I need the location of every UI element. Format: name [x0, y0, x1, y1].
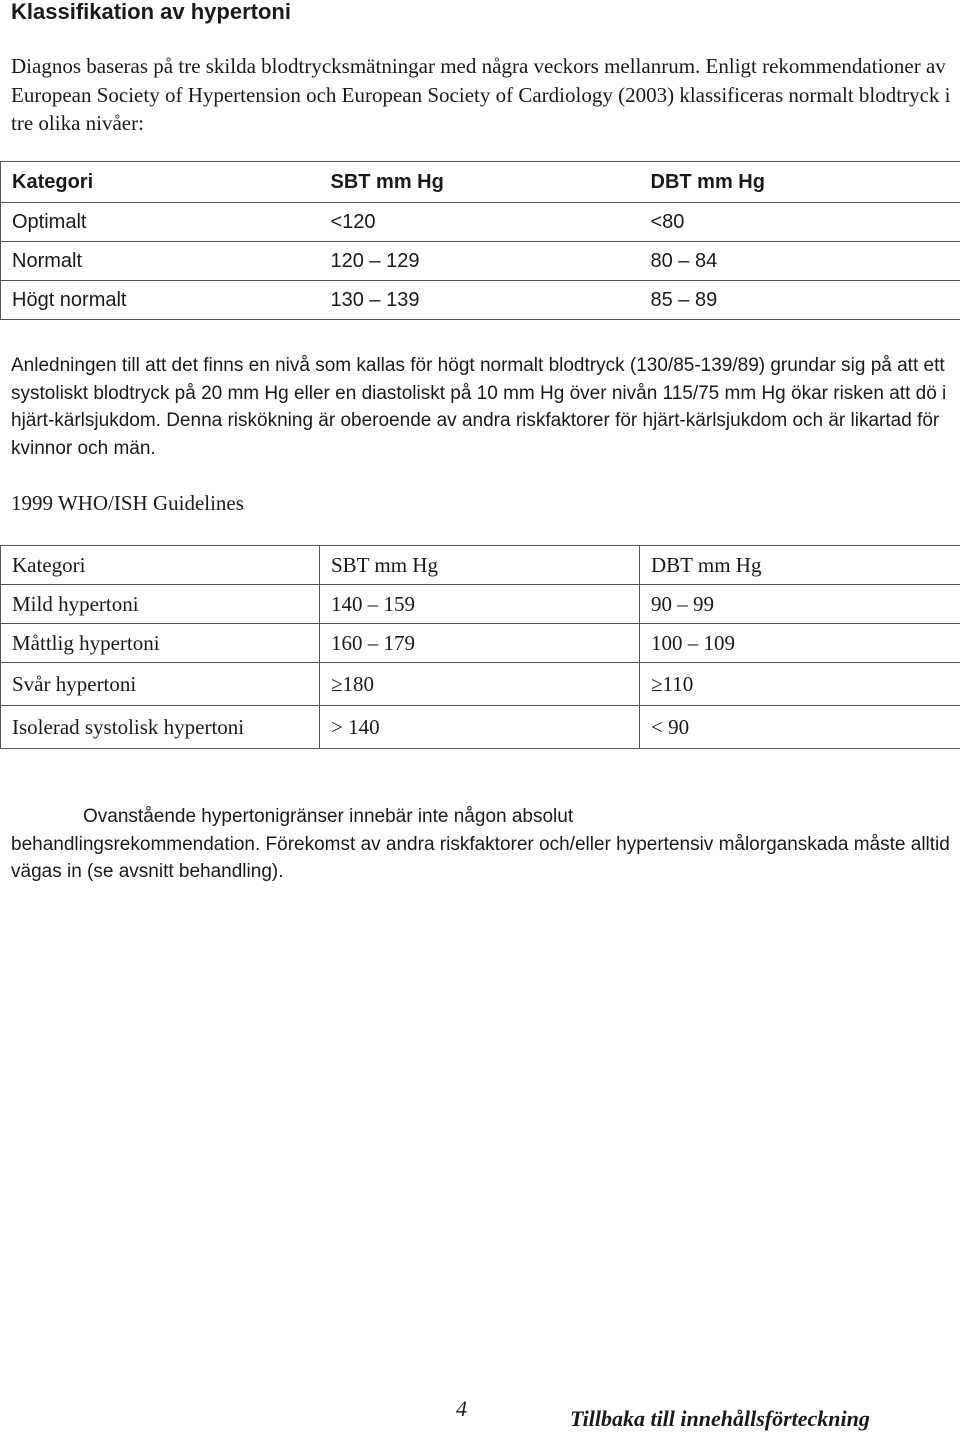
cell-sbt: 160 – 179 — [320, 624, 640, 663]
table-row — [1, 624, 960, 663]
page-heading: Klassifikation av hypertoni — [11, 0, 291, 24]
cell-dbt: ≥110 — [640, 663, 960, 706]
cell-sbt: <120 — [320, 203, 640, 242]
table-row — [1, 706, 960, 749]
classification-table — [0, 161, 960, 320]
table-header-row — [1, 546, 960, 585]
header-category: Kategori — [1, 162, 320, 203]
table-row — [1, 242, 960, 281]
header-category: Kategori — [1, 546, 320, 585]
table-header-row — [1, 162, 960, 203]
table-row — [1, 281, 960, 320]
closing-paragraph — [11, 803, 951, 886]
header-dbt: DBT mm Hg — [640, 162, 960, 203]
cell-sbt: > 140 — [320, 706, 640, 749]
header-sbt: SBT mm Hg — [320, 162, 640, 203]
intro-paragraph: Diagnos baseras på tre skilda blodtrycksmätningar med några veckors mellanrum. Enligt rekommendationer av European Society of Hypertension och European Society of Cardiology (2003) klassificeras normalt blodtryck i tre olika nivåer: — [11, 54, 951, 135]
cell-dbt: <80 — [640, 203, 960, 242]
cell-sbt: 120 – 129 — [320, 242, 640, 281]
cell-sbt: 130 – 139 — [320, 281, 640, 320]
cell-category: Högt normalt — [1, 281, 320, 320]
guidelines-title: 1999 WHO/ISH Guidelines — [11, 491, 244, 515]
table-row — [1, 663, 960, 706]
table-row — [1, 203, 960, 242]
cell-dbt: 80 – 84 — [640, 242, 960, 281]
cell-dbt: < 90 — [640, 706, 960, 749]
header-sbt: SBT mm Hg — [320, 546, 640, 585]
back-to-toc-link[interactable]: Tillbaka till innehållsförteckning — [570, 1406, 870, 1431]
cell-category: Mild hypertoni — [1, 585, 320, 624]
cell-sbt: 140 – 159 — [320, 585, 640, 624]
who-ish-table — [0, 545, 960, 749]
cell-sbt: ≥180 — [320, 663, 640, 706]
cell-category: Svår hypertoni — [1, 663, 320, 706]
closing-rest: behandlingsrekommendation. Förekomst av andra riskfaktorer och/eller hypertensiv målorganskada måste alltid vägas in (se avsnitt behandling). — [11, 833, 950, 882]
cell-category: Optimalt — [1, 203, 320, 242]
cell-dbt: 85 – 89 — [640, 281, 960, 320]
cell-category: Isolerad systolisk hypertoni — [1, 706, 320, 749]
cell-category: Normalt — [1, 242, 320, 281]
page-number: 4 — [456, 1396, 467, 1421]
header-dbt: DBT mm Hg — [640, 546, 960, 585]
closing-first-line: Ovanstående hypertonigränser innebär inte någon absolut — [83, 806, 574, 827]
cell-category: Måttlig hypertoni — [1, 624, 320, 663]
table-row — [1, 585, 960, 624]
cell-dbt: 90 – 99 — [640, 585, 960, 624]
cell-dbt: 100 – 109 — [640, 624, 960, 663]
explanation-paragraph: Anledningen till att det finns en nivå som kallas för högt normalt blodtryck (130/85-139/89) grundar sig på att ett systoliskt blodtryck på 20 mm Hg eller en diastoliskt på 10 mm Hg över nivån 115/75 mm Hg ökar risken att dö i hjärt-kärlsjukdom. Denna riskökning är oberoende av andra riskfaktorer för hjärt-kärlsjukdom och är likartad för kvinnor och män. — [11, 355, 947, 459]
